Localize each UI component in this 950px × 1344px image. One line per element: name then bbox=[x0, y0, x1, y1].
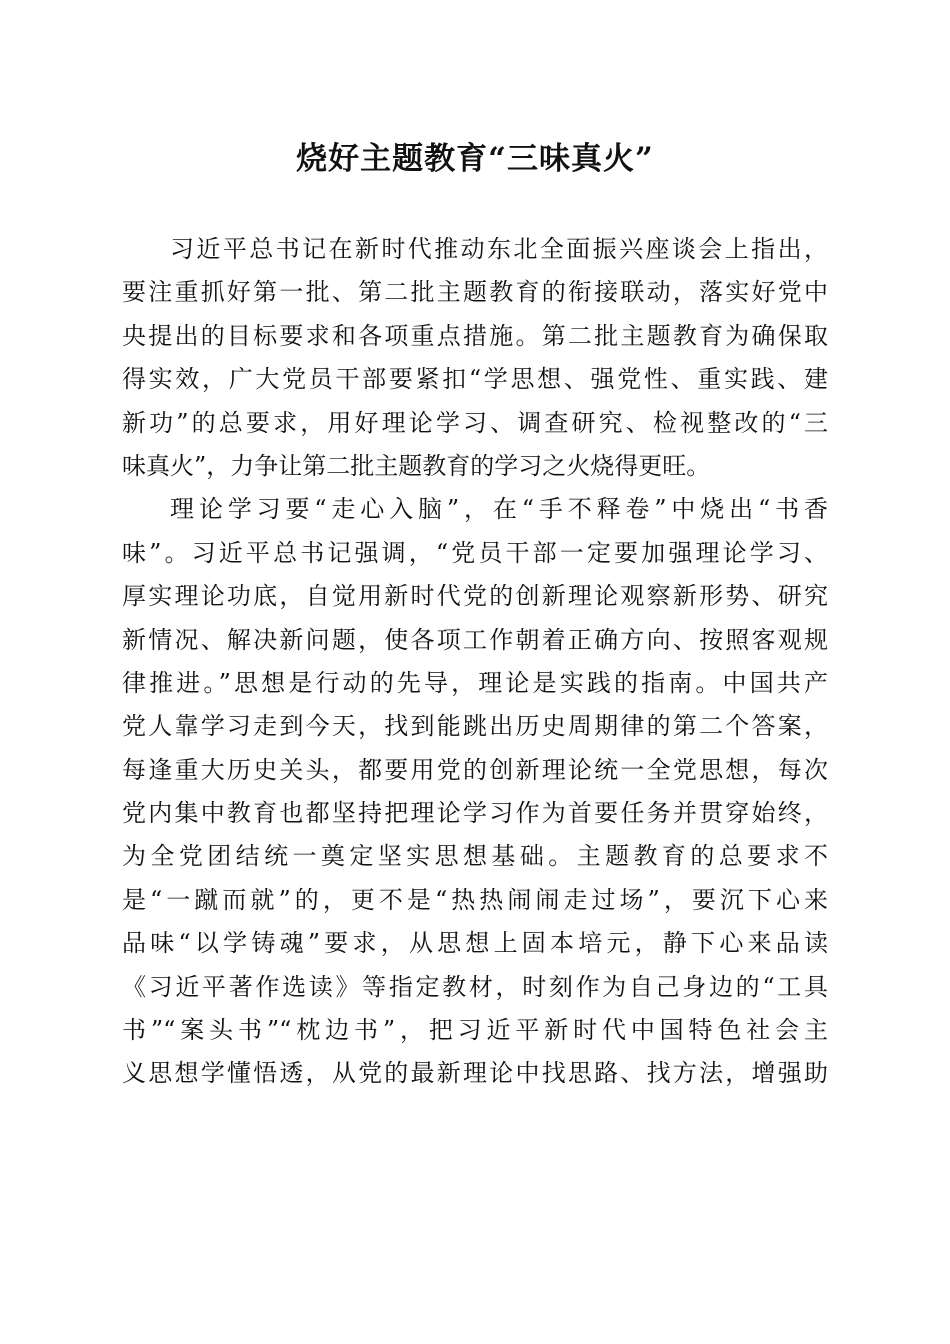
text-line: 味”。习近平总书记强调，“党员干部一定要加强理论学习、 bbox=[122, 538, 828, 567]
text-line: 习近平总书记在新时代推动东北全面振兴座谈会上指出， bbox=[170, 235, 828, 263]
text-line: 每逢重大历史关头，都要用党的创新理论统一全党思想，每次 bbox=[122, 755, 828, 784]
document-title: 烧好主题教育“三味真火” bbox=[296, 141, 654, 177]
text-line: 党内集中教育也都坚持把理论学习作为首要任务并贯穿始终， bbox=[122, 799, 828, 828]
text-line: 新功”的总要求，用好理论学习、调查研究、检视整改的“三 bbox=[122, 408, 828, 437]
text-line: 厚实理论功底，自觉用新时代党的创新理论观察新形势、研究 bbox=[122, 582, 828, 611]
paragraph-2 bbox=[122, 488, 828, 1095]
text-line: 党人靠学习走到今天，找到能跳出历史周期律的第二个答案， bbox=[122, 712, 828, 741]
text-line: 律推进。”思想是行动的先导，理论是实践的指南。中国共产 bbox=[122, 668, 828, 697]
text-line: 书”“案头书”“枕边书”，把习近平新时代中国特色社会主 bbox=[122, 1016, 828, 1045]
paragraph-1 bbox=[122, 228, 828, 488]
text-line: 是“一蹴而就”的，更不是“热热闹闹走过场”，要沉下心来 bbox=[122, 885, 828, 914]
text-line: 央提出的目标要求和各项重点措施。第二批主题教育为确保取 bbox=[122, 321, 828, 350]
text-line: 义思想学懂悟透，从党的最新理论中找思路、找方法，增强助 bbox=[122, 1059, 828, 1088]
document-body bbox=[122, 228, 828, 1096]
text-line: 《习近平著作选读》等指定教材，时刻作为自己身边的“工具 bbox=[122, 972, 828, 1001]
text-line: 品味“以学铸魂”要求，从思想上固本培元，静下心来品读 bbox=[122, 929, 828, 958]
text-line: 得实效，广大党员干部要紧扣“学思想、强党性、重实践、建 bbox=[122, 365, 828, 394]
text-line: 新情况、解决新问题，使各项工作朝着正确方向、按照客观规 bbox=[122, 625, 828, 654]
text-line: 理论学习要“走心入脑”，在“手不释卷”中烧出“书香 bbox=[170, 495, 828, 524]
text-line: 为全党团结统一奠定坚实思想基础。主题教育的总要求不 bbox=[122, 842, 828, 871]
text-line: 味真火”，力争让第二批主题教育的学习之火烧得更旺。 bbox=[122, 451, 711, 480]
text-line: 要注重抓好第一批、第二批主题教育的衔接联动，落实好党中 bbox=[122, 278, 828, 307]
